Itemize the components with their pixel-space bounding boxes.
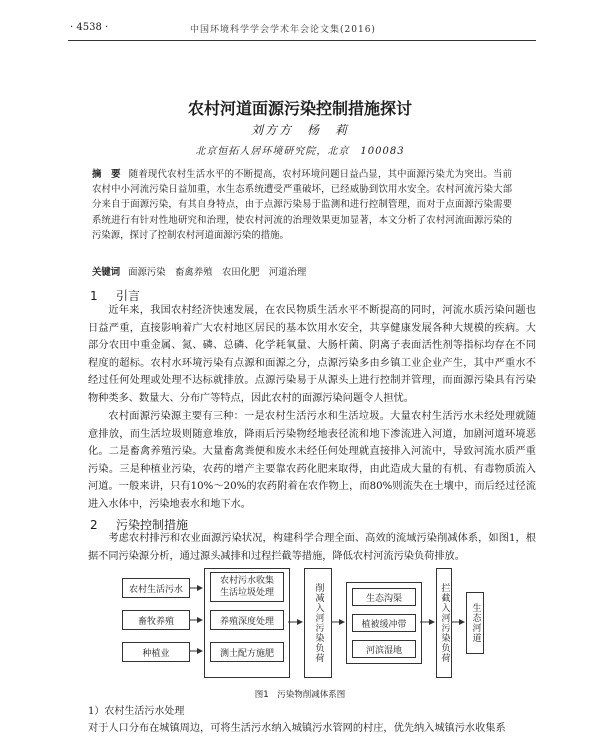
source-livestock: 畜牧养殖 bbox=[122, 610, 190, 630]
section-2-paragraph-1: 考虑农村排污和农业面源污染状况，构建科学合理全面、高效的流域污染削减体系，如图1，根据不同污染源分析，通过源头减排和过程拦截等措施，降低农村河流污染负荷排放。 bbox=[88, 533, 536, 562]
paper-title: 农村河道面源污染控制措施探讨 bbox=[187, 99, 412, 118]
target-ecological-river: 生态河道 bbox=[470, 603, 481, 643]
keywords-label: 关键词 bbox=[92, 267, 121, 278]
figure-1-caption: 图1 污染物削减体系图 bbox=[254, 690, 346, 700]
section-1-title: 引言 bbox=[116, 289, 141, 303]
reduction-load-label: 削减入河污染负荷 bbox=[313, 583, 324, 663]
measure-vegetation-buffer: 植被缓冲带 bbox=[352, 614, 416, 632]
measure-ecological-ditch: 生态沟渠 bbox=[352, 588, 416, 606]
section-1-paragraph-1: 近年来，我国农村经济快速发展，在农民物质生活水平不断提高的同时，河流水质污染问题也日益严重，直接影响着广大农村地区居民的基本饮用水安全，共享健康发展各种大规模的疾病。大部分农田中重金属、氮、磷、总磷、化学耗氧量、大肠杆菌、阴离子表面活性剂等指标均存在不同程度的超标。农村水环境污染有点源和面源之分，点源污染多由乡镇工业企业产生，其中严重水不经过任何处理或处理不达标就排放。点源污染易于从源头上进行控制并管理，而面源污染具有污染物种类多、数量大、分布广等特点，因此农村的面源污染问题令人担忧。 bbox=[88, 305, 536, 404]
abstract bbox=[92, 167, 512, 243]
reduction-load-box bbox=[304, 568, 332, 678]
subsection-heading: 1）农村生活污水处理 bbox=[88, 706, 185, 717]
section-2-title: 污染控制措施 bbox=[116, 518, 189, 532]
target-ecological-river-box bbox=[466, 592, 484, 654]
section-2-number: 2 bbox=[90, 518, 98, 532]
measure-sewage-collection: 农村污水收集 生活垃圾处理 bbox=[210, 572, 284, 602]
abstract-label: 摘 要 bbox=[92, 169, 121, 180]
keywords bbox=[92, 264, 512, 278]
page-number: · 4538 · bbox=[70, 22, 109, 33]
figure-1-diagram bbox=[116, 566, 484, 680]
intercept-load-box bbox=[436, 568, 452, 678]
keywords-items: 面源污染 畜禽养殖 农田化肥 河道治理 bbox=[128, 267, 307, 278]
source-rural-sewage: 农村生活污水 bbox=[122, 578, 190, 598]
measure-riparian-wetland: 河滨湿地 bbox=[352, 640, 416, 658]
source-planting: 种植业 bbox=[122, 642, 190, 662]
measure-soil-testing-fertilization: 测土配方施肥 bbox=[210, 642, 284, 662]
section-1-paragraph-2: 农村面源污染源主要有三种：一是农村生活污水和生活垃圾。大量农村生活污水未经处理就随意排放，而生活垃圾则随意堆放，降雨后污染物经地表径流和地下渗流进入河道，加剧河道环境恶化。二是畜禽养殖污染。大量畜禽粪便和废水未经任何处理就直接排入河流中，导致河流水质严重污染。三是种植业污染，农药的增产主要靠农药化肥来取得，由此造成大量的有机、有毒物质流入河道。一般来讲，只有10%～20%的农药附着在农作物上，而80%则流失在土壤中，而后经过径流进入水体中，污染地表水和地下水。 bbox=[88, 411, 536, 510]
section-1-number: 1 bbox=[90, 289, 98, 303]
authors: 刘方方 杨 莉 bbox=[250, 123, 349, 137]
measure-livestock-treatment: 养殖深度处理 bbox=[210, 610, 284, 630]
abstract-text: 随着现代农村生活水平的不断提高，农村环境问题日益凸显，其中面源污染尤为突出。当前农村中小河流污染日益加重，水生态系统遭受严重破坏，已经威胁到饮用水安全。农村河流污染大部分来自于面源污染，有其自身特点，由于点源污染易于监测和进行控制管理，而对于点面源污染需要系统进行有针对性地研究和治理，使农村河流的治理效果更加显著，本文分析了农村河流面源污染的污染源，探讨了控制农村河道面源污染的措施。 bbox=[92, 169, 512, 241]
body-text-continued: 对于人口分布在城镇周边，可将生活污水纳入城镇污水管网的村庄，优先纳入城镇污水收集系 bbox=[88, 723, 506, 734]
journal-title: 中国环境科学学会学术年会论文集(2016) bbox=[190, 25, 376, 35]
intercept-load-label: 拦截入河污染负荷 bbox=[439, 583, 450, 663]
affiliation: 北京恒拓人居环境研究院，北京 100083 bbox=[195, 146, 405, 157]
header-divider bbox=[68, 40, 536, 41]
